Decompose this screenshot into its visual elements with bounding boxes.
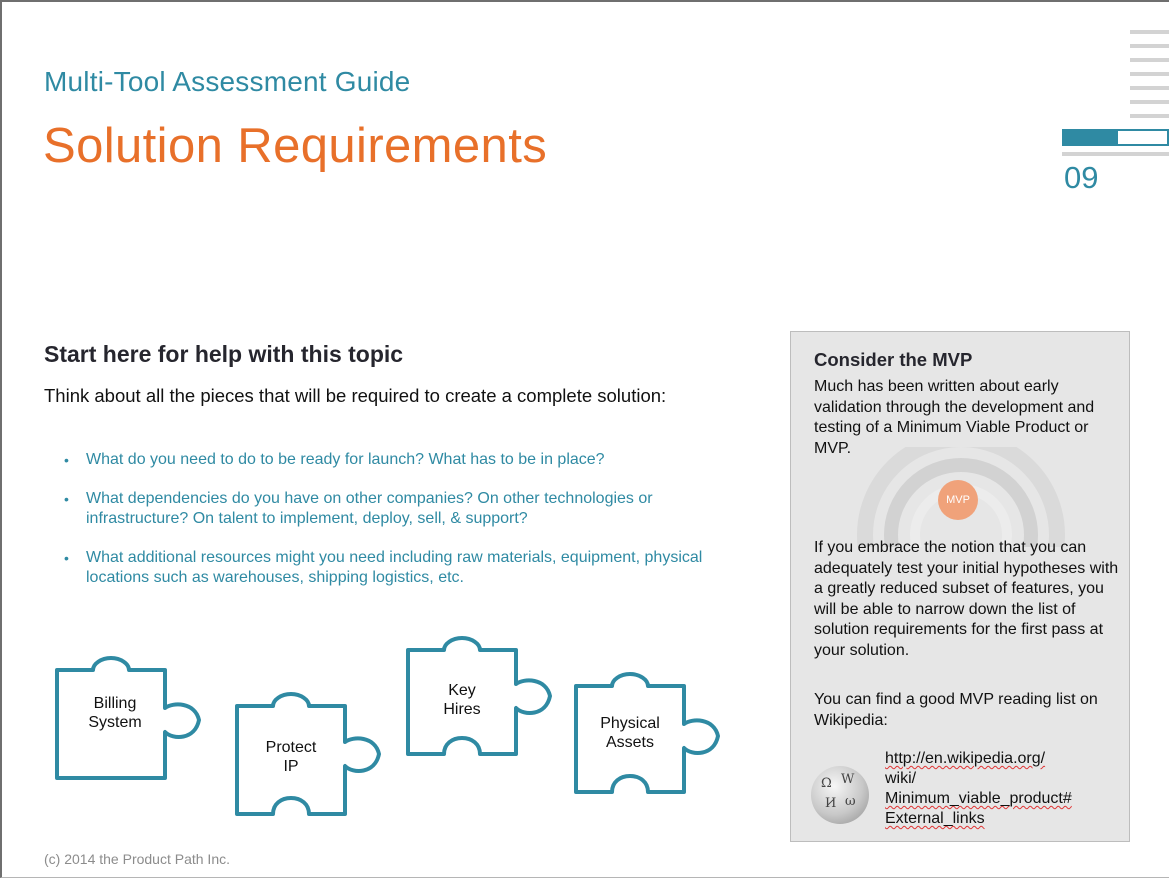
wikipedia-globe-icon: Ω W И ω bbox=[811, 766, 869, 824]
sidebar-heading: Consider the MVP bbox=[814, 349, 973, 370]
sidebar-paragraph-2: If you embrace the notion that you can adequately test your initial hypotheses with a greatly reduced subset of features, you will be able to narrow down the list of solution requirements for the first pass at your solution. bbox=[814, 539, 1119, 659]
puzzle-label-line1: Physical bbox=[600, 715, 660, 732]
puzzle-label-line2: System bbox=[88, 714, 142, 731]
intro-text: Think about all the pieces that will be required to create a complete solution: bbox=[44, 385, 667, 406]
mvp-sidebar bbox=[790, 331, 1130, 842]
wikipedia-link[interactable] bbox=[885, 749, 1115, 829]
list-item: • What do you need to do to be ready for launch? What has to be in place? bbox=[64, 451, 605, 468]
sidebar-paragraph-3: You can find a good MVP reading list on Wikipedia: bbox=[814, 691, 1098, 729]
bullet-icon: • bbox=[64, 550, 69, 566]
puzzle-label-line1: Key bbox=[448, 682, 476, 699]
page-number: 09 bbox=[1064, 160, 1099, 195]
section-heading: Start here for help with this topic bbox=[44, 341, 404, 367]
link-line[interactable]: wiki/ bbox=[885, 770, 917, 787]
decorative-lines bbox=[1130, 30, 1169, 128]
bullet-list bbox=[64, 450, 734, 607]
puzzle-label-line2: IP bbox=[283, 758, 299, 775]
copyright-footer: (c) 2014 the Product Path Inc. bbox=[44, 851, 230, 867]
document-subtitle: Multi-Tool Assessment Guide bbox=[44, 66, 411, 97]
page-title: Solution Requirements bbox=[43, 119, 548, 173]
list-item: • What dependencies do you have on other companies? On other technologies or infrastructure? On talent to implement, deploy, sell, & support? bbox=[64, 490, 653, 527]
list-item: • What additional resources might you need including raw materials, equipment, physical locations such as warehouses, shipping logistics, etc. bbox=[64, 549, 703, 586]
sidebar-paragraph-1: Much has been written about early validation through the development and testing of a Minimum Viable Product or MVP. bbox=[814, 378, 1095, 457]
puzzle-label-line2: Hires bbox=[443, 701, 481, 718]
puzzle-label-line1: Protect bbox=[265, 739, 317, 756]
puzzle-label-line1: Billing bbox=[93, 695, 137, 712]
link-line[interactable]: http://en.wikipedia.org/ bbox=[885, 750, 1046, 767]
link-line[interactable]: External_links bbox=[885, 810, 985, 827]
page-indicator-bar bbox=[1062, 129, 1169, 146]
bullet-icon: • bbox=[64, 452, 69, 468]
mvp-badge: MVP bbox=[938, 480, 978, 520]
puzzle-label-line2: Assets bbox=[605, 734, 654, 751]
link-line[interactable]: Minimum_viable_product# bbox=[885, 790, 1072, 807]
bullet-icon: • bbox=[64, 491, 69, 507]
